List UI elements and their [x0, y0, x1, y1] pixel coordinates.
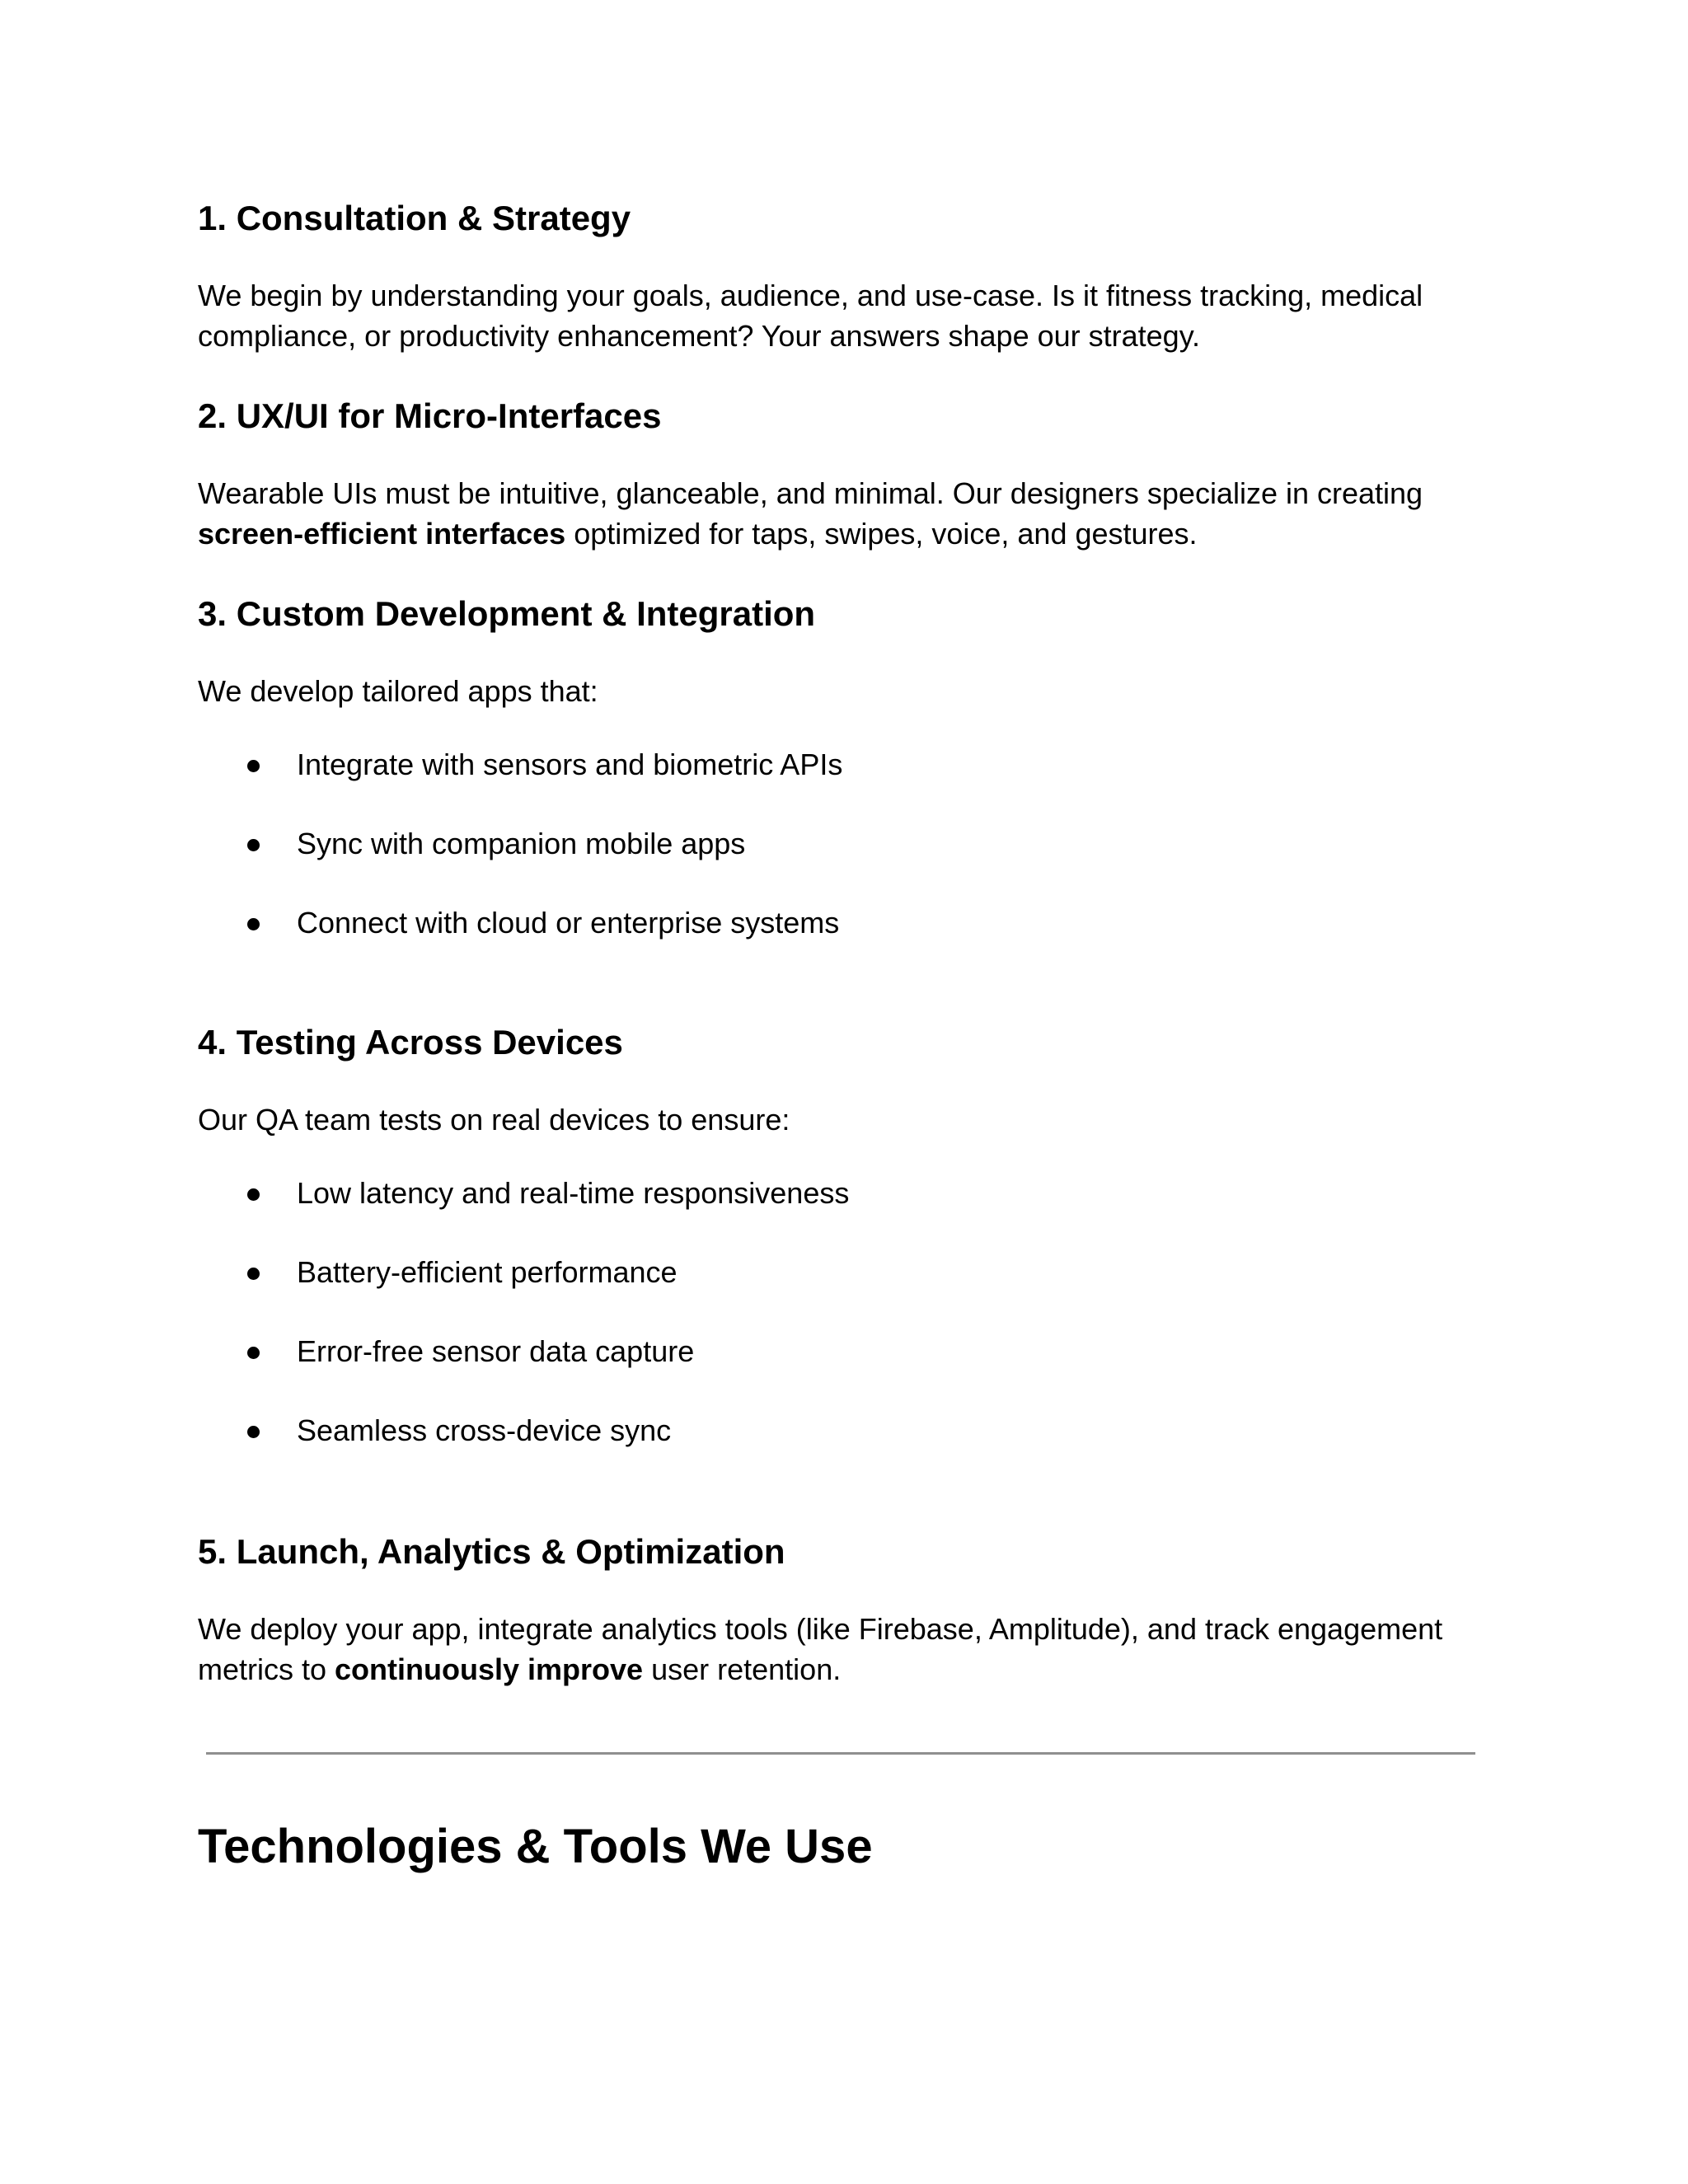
bullet-icon: [247, 1188, 260, 1201]
list-item-text: Seamless cross-device sync: [297, 1413, 672, 1447]
bullet-icon: [247, 839, 260, 851]
list-item: [0, 1331, 1154, 1372]
list-item-text: Integrate with sensors and biometric APIs: [297, 748, 843, 781]
bullet-icon: [247, 1347, 260, 1359]
section-5-body-line-2-pre: metrics to: [198, 1652, 335, 1686]
bullet-icon: [247, 760, 260, 772]
list-item: [0, 1173, 1154, 1214]
horizontal-divider: [206, 1752, 1475, 1755]
section-3-heading: 3. Custom Development & Integration: [198, 594, 816, 633]
section-5-body: [198, 1609, 1517, 1690]
section-1-body: [198, 275, 1517, 356]
section-1-body-line-2: compliance, or productivity enhancement? Your answers shape our strategy.: [198, 319, 1201, 353]
section-5-body-line-2-rest: user retention.: [643, 1652, 842, 1686]
list-item: [0, 1410, 1154, 1451]
section-5-body-line-1: We deploy your app, integrate analytics tools (like Firebase, Amplitude), and track engagement: [198, 1612, 1443, 1646]
list-item-text: Error-free sensor data capture: [297, 1334, 695, 1368]
list-item-text: Low latency and real-time responsiveness: [297, 1176, 850, 1210]
list-item: [0, 1252, 1154, 1293]
section-4-heading: 4. Testing Across Devices: [198, 1023, 623, 1062]
section-2-body-line-1: Wearable UIs must be intuitive, glanceable, and minimal. Our designers specialize in creating: [198, 476, 1423, 510]
section-4-intro: Our QA team tests on real devices to ensure:: [198, 1103, 790, 1137]
list-item: [0, 902, 1154, 944]
list-item: [0, 823, 1154, 865]
bullet-icon: [247, 918, 260, 930]
technologies-heading: Technologies & Tools We Use: [198, 1820, 873, 1873]
section-5-heading: 5. Launch, Analytics & Optimization: [198, 1532, 785, 1571]
section-1-body-line-1: We begin by understanding your goals, audience, and use-case. Is it fitness tracking, medical: [198, 279, 1423, 312]
bullet-icon: [247, 1268, 260, 1280]
list-item-text: Battery-efficient performance: [297, 1255, 678, 1289]
section-2-body: [198, 473, 1517, 554]
section-3-intro: We develop tailored apps that:: [198, 674, 598, 708]
bullet-icon: [247, 1426, 260, 1438]
section-2-heading: 2. UX/UI for Micro-Interfaces: [198, 396, 662, 435]
section-2-bold-phrase: screen-efficient interfaces: [198, 517, 566, 551]
section-5-bold-phrase: continuously improve: [335, 1652, 644, 1686]
list-item-text: Connect with cloud or enterprise systems: [297, 906, 840, 940]
section-1-heading: 1. Consultation & Strategy: [198, 199, 631, 237]
section-2-body-line-2-rest: optimized for taps, swipes, voice, and gestures.: [565, 517, 1198, 551]
list-item: [0, 744, 1154, 785]
list-item-text: Sync with companion mobile apps: [297, 827, 746, 860]
